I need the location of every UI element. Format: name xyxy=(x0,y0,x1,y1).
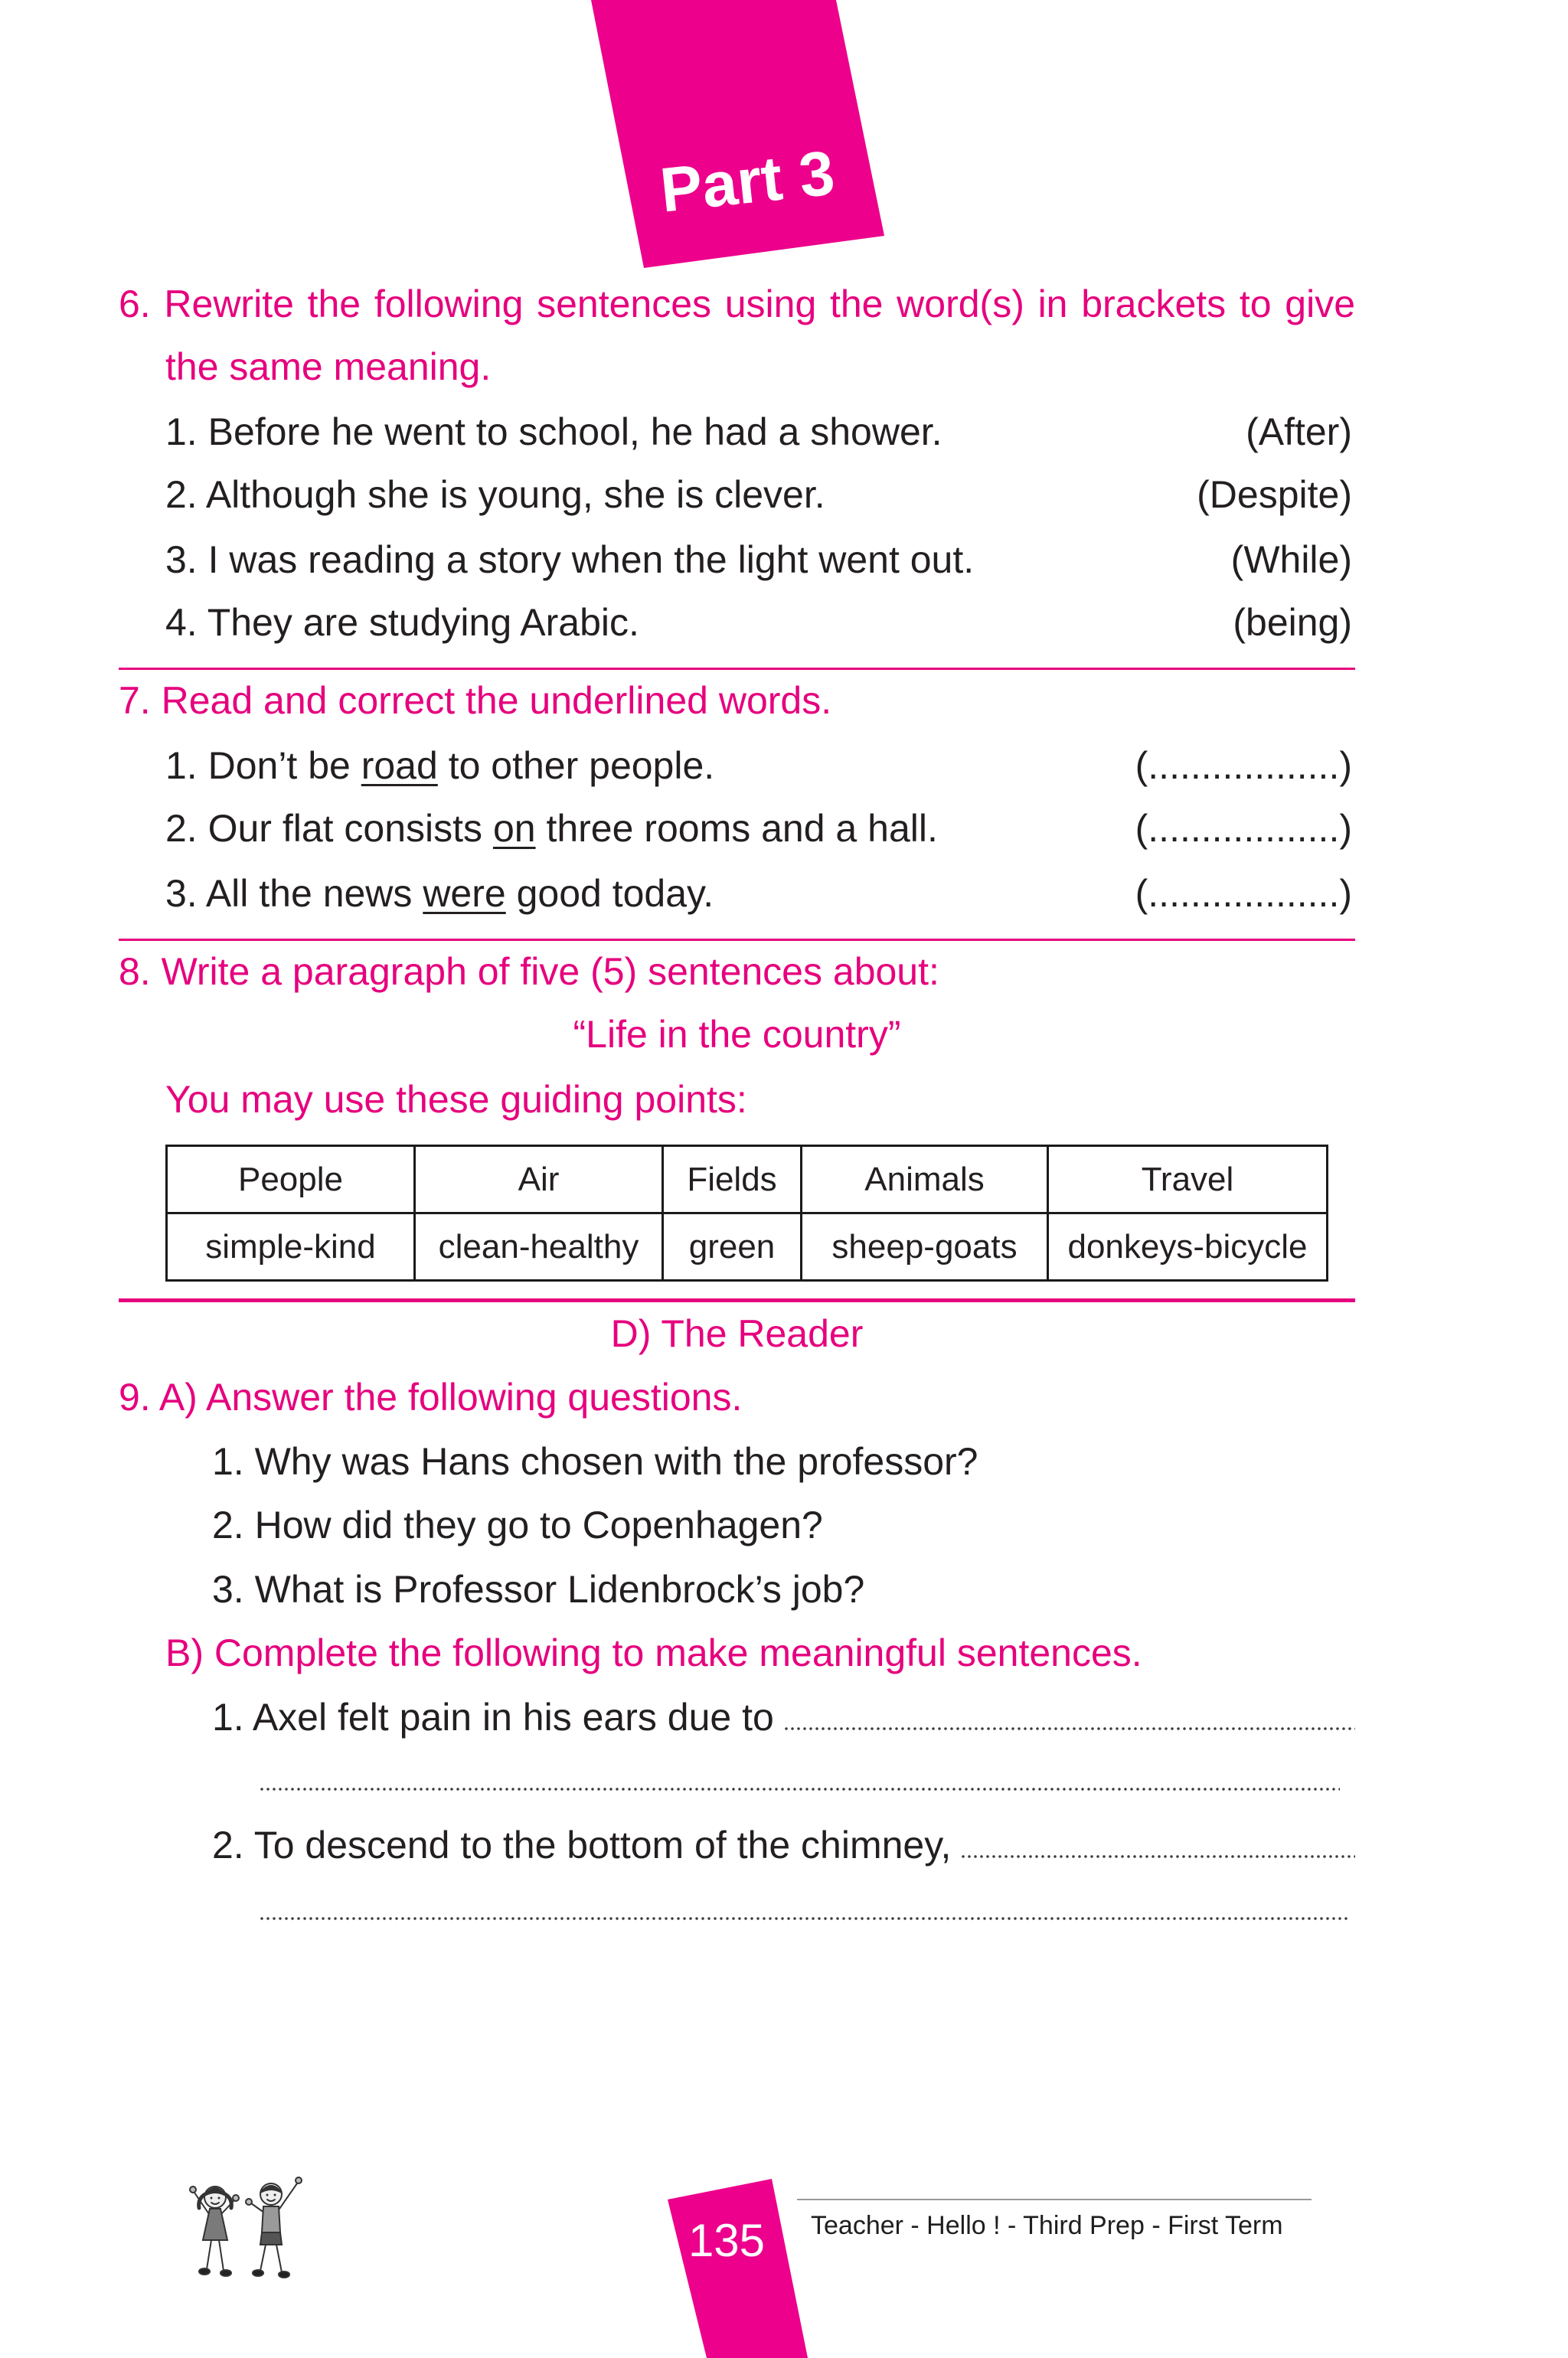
q9b-item xyxy=(212,1822,1355,1868)
answer-dotted-line xyxy=(260,1917,1349,1920)
table-row xyxy=(167,1213,1328,1281)
boy-hand xyxy=(246,2199,252,2205)
q8-heading: 8. Write a paragraph of five (5) sentences about: xyxy=(119,950,939,993)
girl-dress xyxy=(203,2209,227,2240)
table-header-cell: Animals xyxy=(802,1146,1048,1213)
dancing-kids-illustration xyxy=(181,2173,311,2284)
banner-shape xyxy=(591,0,884,268)
table-cell: green xyxy=(663,1213,802,1281)
underlined-word: road xyxy=(361,744,438,787)
q6-item-sentence: 4. They are studying Arabic. xyxy=(165,601,639,644)
table-header-row xyxy=(167,1146,1328,1213)
q9a-question: 3. What is Professor Lidenbrock’s job? xyxy=(212,1568,865,1611)
q7-heading: 7. Read and correct the underlined words. xyxy=(119,679,832,722)
answer-blank: (..................) xyxy=(1135,872,1352,915)
q9a-heading: 9. A) Answer the following questions. xyxy=(119,1376,743,1419)
page-number-badge xyxy=(658,2174,819,2358)
answer-dotted-line xyxy=(260,1788,1340,1791)
q6-heading-line2: the same meaning. xyxy=(165,345,492,388)
footer-caption: Teacher - Hello ! - Third Prep - First Term xyxy=(811,2211,1283,2240)
table-cell: sheep-goats xyxy=(802,1213,1048,1281)
boy-leg xyxy=(260,2245,266,2271)
q7-item xyxy=(165,805,1352,851)
table-header-cell: Fields xyxy=(663,1146,802,1213)
section-divider xyxy=(119,1298,1355,1302)
table-header-cell: Travel xyxy=(1048,1146,1328,1213)
q6-item-hint: (While) xyxy=(1230,538,1352,581)
q6-item xyxy=(165,537,1352,583)
q6-item-sentence: 3. I was reading a story when the light went out. xyxy=(165,538,975,581)
table-header-cell: Air xyxy=(415,1146,663,1213)
q7-text-after: three rooms and a hall. xyxy=(535,807,938,850)
girl-figure xyxy=(190,2187,239,2276)
girl-shoe xyxy=(220,2270,231,2276)
answer-blank: (..................) xyxy=(1135,744,1352,787)
part-label: Part 3 xyxy=(657,138,838,226)
girl-leg xyxy=(207,2240,211,2269)
answer-dotted-line xyxy=(785,1727,1355,1730)
q7-item-sentence xyxy=(165,870,714,916)
q8-guide-text: You may use these guiding points: xyxy=(165,1078,747,1121)
boy-eye xyxy=(274,2194,276,2196)
girl-shoe xyxy=(199,2268,210,2275)
boy-shirt xyxy=(262,2206,280,2232)
answer-blank: (..................) xyxy=(1135,807,1352,850)
table-cell: clean-healthy xyxy=(415,1213,663,1281)
q6-item xyxy=(165,409,1352,455)
q6-item-sentence: 1. Before he went to school, he had a shower. xyxy=(165,410,942,453)
q6-item xyxy=(165,599,1352,645)
q9a-question: 2. How did they go to Copenhagen? xyxy=(212,1504,823,1546)
q7-text-after: good today. xyxy=(505,872,714,915)
underlined-word: on xyxy=(492,807,536,850)
boy-leg xyxy=(276,2245,282,2272)
q9b-item-text: 2. To descend to the bottom of the chimney, xyxy=(212,1824,952,1866)
boy-shoe xyxy=(279,2271,289,2278)
girl-leg xyxy=(219,2240,224,2271)
boy-hand xyxy=(296,2177,302,2183)
page-number: 135 xyxy=(688,2215,766,2266)
q7-text-before: 1. Don’t be xyxy=(165,744,361,787)
q7-item-sentence xyxy=(165,743,714,789)
boy-eye xyxy=(266,2194,269,2196)
q6-item-sentence: 2. Although she is young, she is clever. xyxy=(165,473,825,516)
part-banner xyxy=(582,0,896,276)
page-number-shape xyxy=(668,2179,808,2358)
q7-item xyxy=(165,743,1352,789)
q6-item xyxy=(165,472,1352,518)
q9a-question: 1. Why was Hans chosen with the professor? xyxy=(212,1440,978,1483)
table-cell: donkeys-bicycle xyxy=(1048,1213,1328,1281)
q6-heading-line1: 6. Rewrite the following sentences using the word(s) in brackets to give xyxy=(119,283,1355,325)
underlined-word: were xyxy=(423,872,506,915)
q9b-heading: B) Complete the following to make meaningful sentences. xyxy=(165,1631,1142,1674)
boy-arm xyxy=(251,2203,264,2213)
q8-topic: “Life in the country” xyxy=(573,1013,901,1056)
q9b-item xyxy=(212,1694,1355,1740)
q7-item-sentence xyxy=(165,805,938,851)
q7-item xyxy=(165,870,1352,916)
section-divider xyxy=(119,668,1355,670)
table-header-cell: People xyxy=(167,1146,415,1213)
table-cell: simple-kind xyxy=(167,1213,415,1281)
boy-figure xyxy=(246,2177,302,2278)
girl-eye xyxy=(211,2197,213,2200)
guiding-points-table xyxy=(165,1145,1328,1282)
q6-item-hint: (Despite) xyxy=(1197,473,1352,516)
girl-eye xyxy=(218,2197,220,2200)
q7-text-before: 3. All the news xyxy=(165,872,423,915)
boy-shorts xyxy=(260,2232,282,2245)
q6-item-hint: (After) xyxy=(1246,410,1352,453)
q6-item-hint: (being) xyxy=(1233,601,1352,644)
footer-divider xyxy=(797,2199,1312,2200)
section-divider xyxy=(119,939,1355,941)
q7-text-before: 2. Our flat consists xyxy=(165,807,493,850)
q7-text-after: to other people. xyxy=(437,744,715,787)
answer-dotted-line xyxy=(962,1855,1355,1858)
q9b-item-text: 1. Axel felt pain in his ears due to xyxy=(212,1696,774,1739)
girl-hand xyxy=(190,2187,196,2193)
reader-section-title: D) The Reader xyxy=(610,1312,864,1355)
girl-hand xyxy=(233,2195,239,2201)
boy-shoe xyxy=(253,2270,263,2276)
